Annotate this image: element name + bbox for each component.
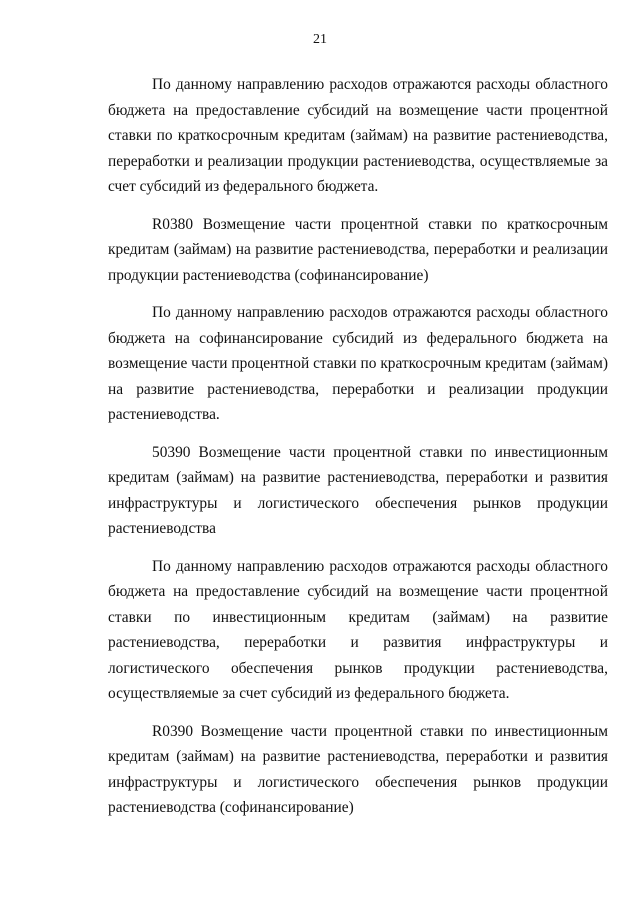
paragraph-heading-r0380: R0380 Возмещение части процентной ставки по краткосрочным кредитам (займам) на развитие растениеводства, переработки и реализации продукции растениеводства (софинансирование): [108, 215, 608, 284]
paragraph-description-federal-investment: По данному направлению расходов отражаются расходы областного бюджета на предоставление субсидий на возмещение части процентной ставки по инвестиционным кредитам (займам) на развитие растениеводства, переработки и развития инфраструктуры и логистического обеспечения рынков продукции растениеводства, осуществляемые за счет субсидий из федерального бюджета.: [108, 557, 608, 702]
paragraph-description-cofinancing-short-term: По данному направлению расходов отражаются расходы областного бюджета на софинансирование субсидий из федерального бюджета на возмещение части процентной ставки по краткосрочным кредитам (займам) на развитие растениеводства, переработки и реализации продукции растениеводства.: [108, 304, 608, 423]
paragraph-heading-r0390: R0390 Возмещение части процентной ставки по инвестиционным кредитам (займам) на развитие растениеводства, переработки и развития инфраструктуры и логистического обеспечения рынков продукции растениеводства (софинансирование): [108, 722, 608, 816]
page-number: 21: [313, 32, 327, 47]
document-body: [108, 72, 608, 821]
paragraph-heading-50390: 50390 Возмещение части процентной ставки по инвестиционным кредитам (займам) на развитие растениеводства, переработки и развития инфраструктуры и логистического обеспечения рынков продукции растениеводства: [108, 443, 608, 537]
paragraph-description-federal-short-term: По данному направлению расходов отражаются расходы областного бюджета на предоставление субсидий на возмещение части процентной ставки по краткосрочным кредитам (займам) на развитие растениеводства, переработки и реализации продукции растениеводства, осуществляемые за счет субсидий из федерального бюджета.: [108, 76, 608, 195]
